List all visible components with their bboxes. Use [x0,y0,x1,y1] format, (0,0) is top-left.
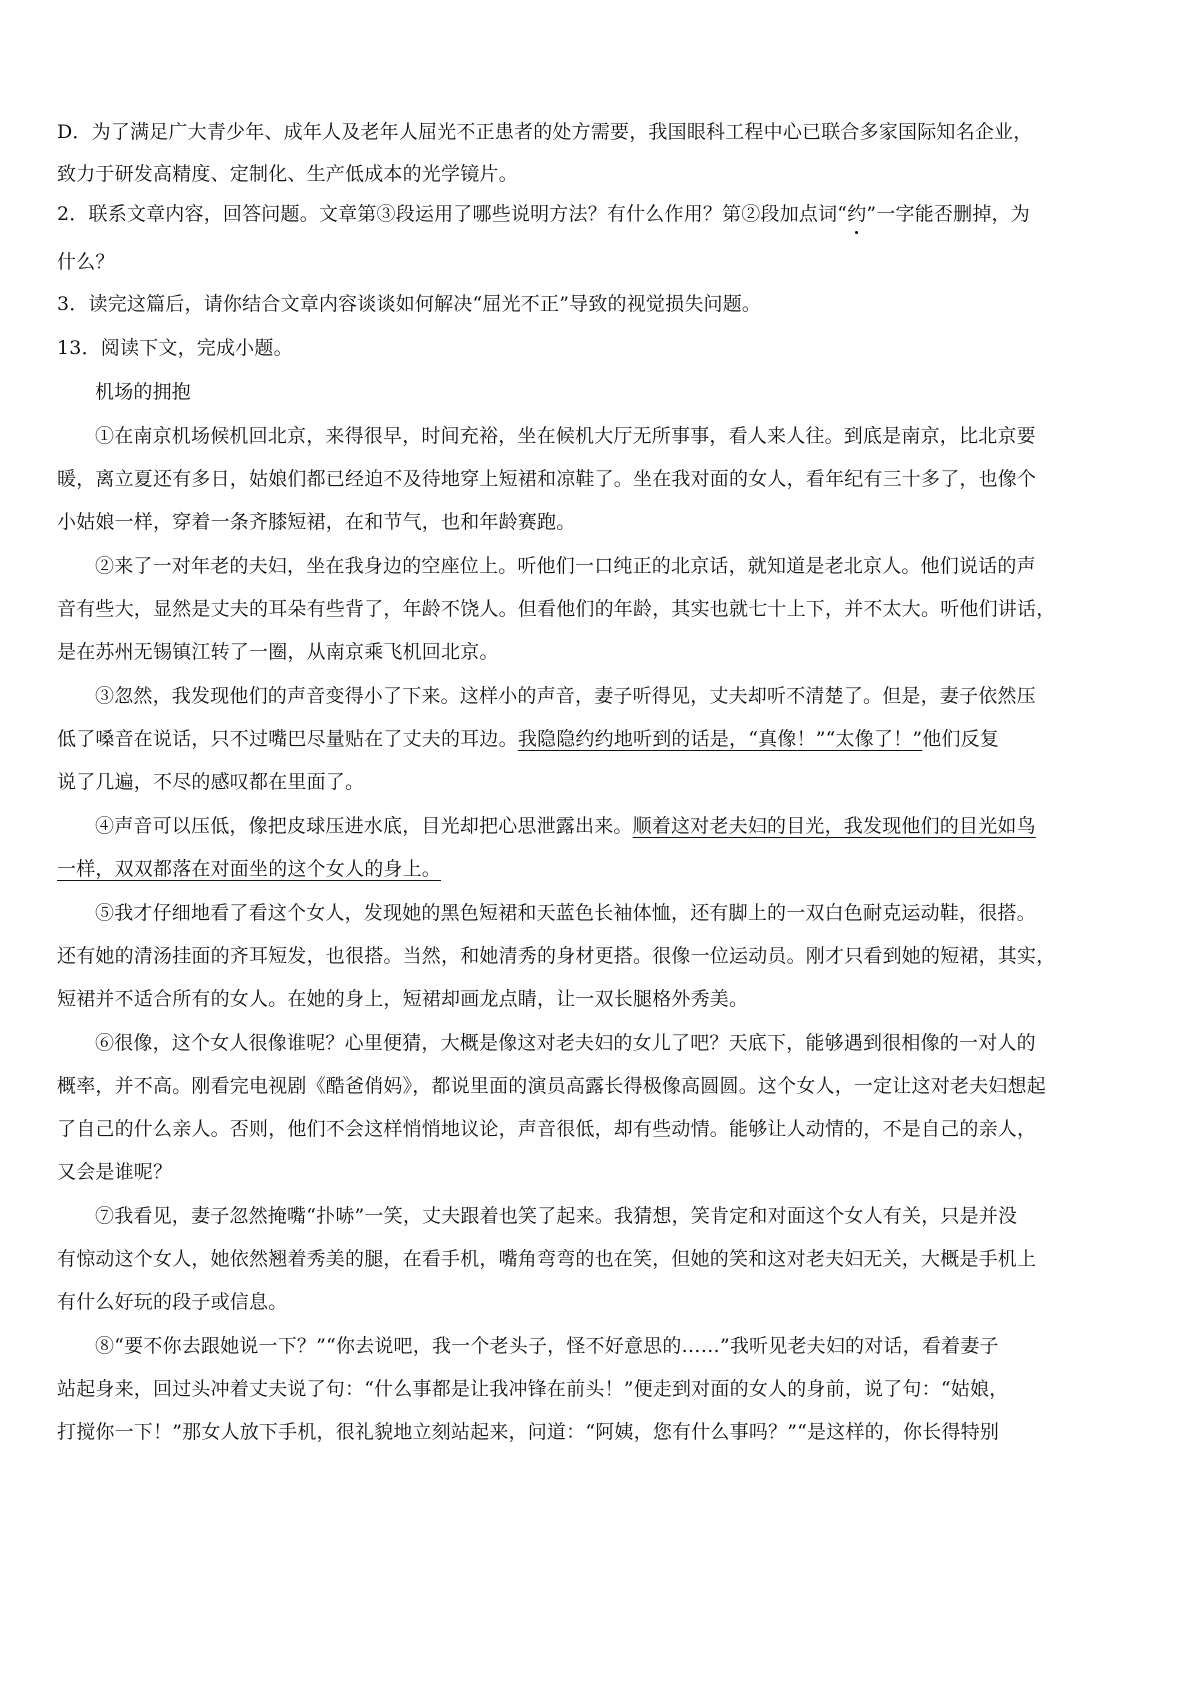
paragraph-5-line-1: ⑤我才仔细地看了看这个女人，发现她的黑色短裙和天蓝色长袖体恤，还有脚上的一双白色耐克运动鞋，很搭。 [95,902,1036,924]
paragraph-4-underlined-text-2: 一样，双双都落在对面坐的这个女人的身上。 [57,858,442,880]
paragraph-3-line-1: ③忽然，我发现他们的声音变得小了下来。这样小的声音，妻子听得见，丈夫却听不清楚了。但是，妻子依然压 [95,685,1036,707]
paragraph-1-line-1: ①在南京机场候机回北京，来得很早，时间充裕，坐在候机大厅无所事事，看人来人往。到底是南京，比北京要 [95,425,1036,447]
question-2-text-after: ”一字能否删掉，为 [866,203,1030,225]
paragraph-6-line-3: 了自己的什么亲人。否则，他们不会这样悄悄地议论，声音很低，却有些动情。能够让人动情的，不是自己的亲人， [57,1118,1037,1140]
paragraph-7-line-1: ⑦我看见，妻子忽然掩嘴“扑哧”一笑，丈夫跟着也笑了起来。我猜想，笑肯定和对面这个女人有关，只是并没 [95,1205,1018,1227]
question-13-heading: 13．阅读下文，完成小题。 [57,337,293,359]
question-3: 3．读完这篇后，请你结合文章内容谈谈如何解决“屈光不正”导致的视觉损失问题。 [57,293,762,315]
paragraph-6-line-1: ⑥很像，这个女人很像谁呢？心里便猜，大概是像这对老夫妇的女儿了吧？天底下，能够遇到很相像的一对人的 [95,1032,1036,1054]
paragraph-8-line-3: 打搅你一下！”那女人放下手机，很礼貌地立刻站起来，问道：“阿姨，您有什么事吗？”“是这样的，你长得特别 [57,1421,1000,1443]
paragraph-4-line-2 [57,855,1137,885]
paragraph-8-line-1: ⑧“要不你去跟她说一下？”“你去说吧，我一个老头子，怪不好意思的……”我听见老夫妇的对话，看着妻子 [95,1335,999,1357]
paragraph-3-line-3: 说了几遍，不尽的感叹都在里面了。 [57,771,365,793]
paragraph-3-underlined-text: 我隐隐约约地听到的话是，“真像！”“太像了！” [517,728,923,750]
paragraph-1-line-3: 小姑娘一样，穿着一条齐膝短裙，在和节气，也和年龄赛跑。 [57,511,576,533]
paragraph-3-tail-text: 他们反复 [922,728,1000,750]
paragraph-7-line-3: 有什么好玩的段子或信息。 [57,1291,288,1313]
article-title: 机场的拥抱 [95,381,192,403]
paragraph-4-plain-text: ④声音可以压低，像把皮球压进水底，目光却把心思泄露出来。 [95,815,633,837]
option-d-line-2: 致力于研发高精度、定制化、生产低成本的光学镜片。 [57,163,518,185]
paragraph-7-line-2: 有惊动这个女人，她依然翘着秀美的腿，在看手机，嘴角弯弯的也在笑，但她的笑和这对老夫妇无关，大概是手机上 [57,1248,1037,1270]
paragraph-5-line-2: 还有她的清汤挂面的齐耳短发，也很搭。当然，和她清秀的身材更搭。很像一位运动员。刚才只看到她的短裙，其实， [57,945,1056,967]
question-2-text-before: 2．联系文章内容，回答问题。文章第③段运用了哪些说明方法？有什么作用？第②段加点词“ [57,203,848,225]
paragraph-2-line-1: ②来了一对年老的夫妇，坐在我身边的空座位上。听他们一口纯正的北京话，就知道是老北京人。他们说话的声 [95,555,1036,577]
paragraph-4-underlined-text-1: 顺着这对老夫妇的目光，我发现他们的目光如鸟 [632,815,1036,837]
paragraph-2-line-3: 是在苏州无锡镇江转了一圈，从南京乘飞机回北京。 [57,641,499,663]
paragraph-4-line-1 [95,812,1137,842]
paragraph-3-line-2 [57,725,1137,755]
question-2-line-1 [57,200,1137,230]
paragraph-1-line-2: 暖，离立夏还有多日，姑娘们都已经迫不及待地穿上短裙和凉鞋了。坐在我对面的女人，看年纪有三十多了，也像个 [57,468,1037,490]
emphasis-dotted-char: 约 [847,200,866,228]
paragraph-8-line-2: 站起身来，回过头冲着丈夫说了句：“什么事都是让我冲锋在前头！”便走到对面的女人的身前，说了句：“姑娘， [57,1378,1009,1400]
question-2-line-2: 什么？ [57,251,115,273]
option-d-line-1: D．为了满足广大青少年、成年人及老年人屈光不正患者的处方需要，我国眼科工程中心已联合多家国际知名企业， [57,121,1033,143]
paragraph-5-line-3: 短裙并不适合所有的女人。在她的身上，短裙却画龙点睛，让一双长腿格外秀美。 [57,988,749,1010]
paragraph-3-plain-text: 低了嗓音在说话，只不过嘴巴尽量贴在了丈夫的耳边。 [57,728,518,750]
paragraph-6-line-2: 概率，并不高。刚看完电视剧《酷爸俏妈》，都说里面的演员高露长得极像高圆圆。这个女人，一定让这对老夫妇想起 [57,1075,1046,1097]
paragraph-2-line-2: 音有些大，显然是丈夫的耳朵有些背了，年龄不饶人。但看他们的年龄，其实也就七十上下，并不太大。听他们讲话， [57,598,1056,620]
paragraph-6-line-4: 又会是谁呢？ [57,1161,173,1183]
